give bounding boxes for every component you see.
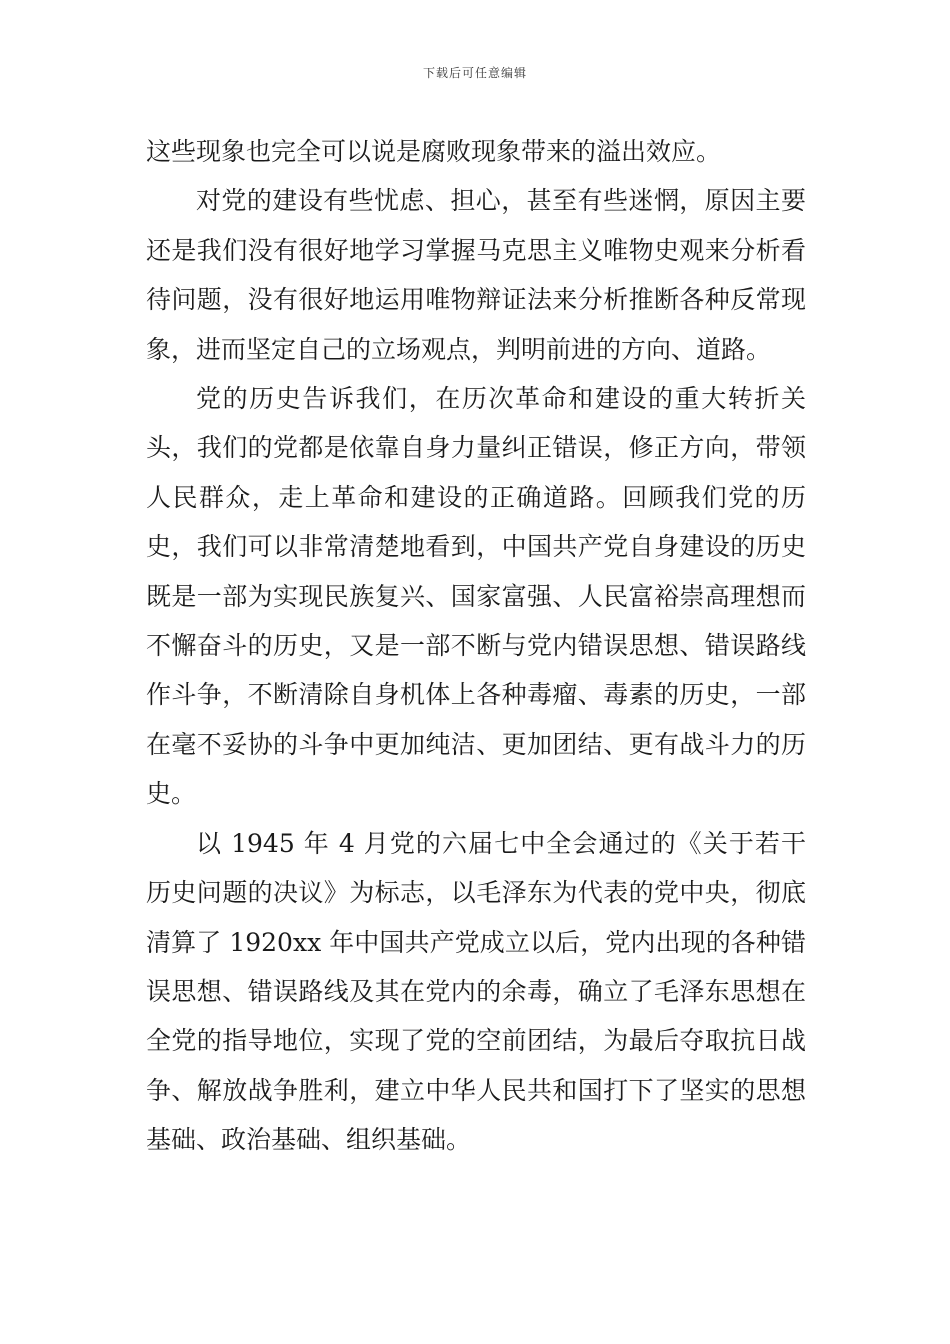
document-body bbox=[146, 127, 806, 1165]
page-header: 下载后可任意编辑 bbox=[422, 66, 527, 80]
paragraph-1: 这些现象也完全可以说是腐败现象带来的溢出效应。 bbox=[146, 137, 722, 166]
paragraph-2: 对党的建设有些忧虑、担心，甚至有些迷惘，原因主要还是我们没有很好地学习掌握马克思主义唯物史观来分析看待问题，没有很好地运用唯物辩证法来分析推断各种反常现象，进而坚定自己的立场观点，判明前进的方向、道路。 bbox=[146, 186, 806, 364]
paragraph-4: 以 1945 年 4 月党的六届七中全会通过的《关于若干历史问题的决议》为标志，以毛泽东为代表的党中央，彻底清算了 1920xx 年中国共产党成立以后，党内出现的各种错误思想、错误路线及其在党内的余毒，确立了毛泽东思想在全党的指导地位，实现了党的空前团结，为最后夺取抗日战争、解放战争胜利，建立中华人民共和国打下了坚实的思想基础、政治基础、组织基础。 bbox=[146, 828, 806, 1155]
paragraph-3: 党的历史告诉我们，在历次革命和建设的重大转折关头，我们的党都是依靠自身力量纠正错误，修正方向，带领人民群众，走上革命和建设的正确道路。回顾我们党的历史，我们可以非常清楚地看到，中国共产党自身建设的历史既是一部为实现民族复兴、国家富强、人民富裕崇高理想而不懈奋斗的历史，又是一部不断与党内错误思想、错误路线作斗争，不断清除自身机体上各种毒瘤、毒素的历史，一部在毫不妥协的斗争中更加纯洁、更加团结、更有战斗力的历史。 bbox=[146, 384, 806, 809]
